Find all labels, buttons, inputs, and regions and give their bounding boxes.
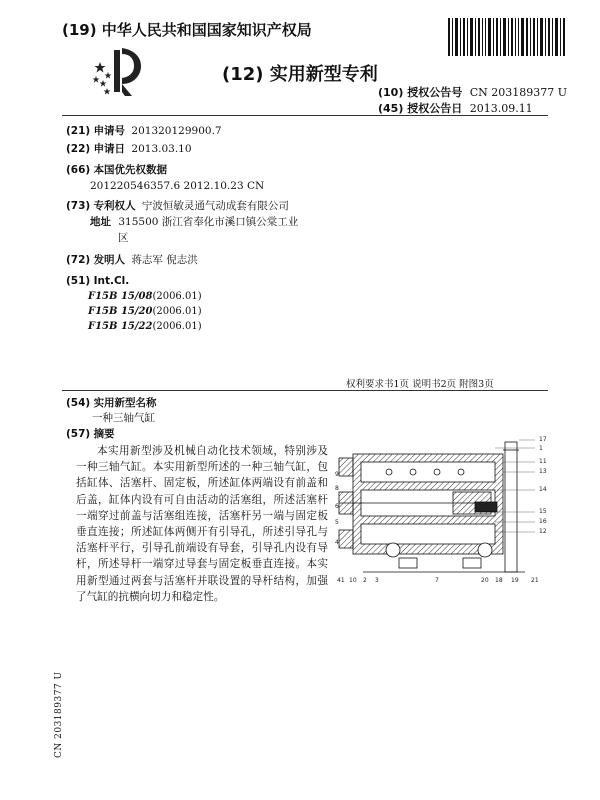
title-label: 实用新型名称 — [93, 397, 157, 409]
patentee-label: 专利权人 — [93, 200, 136, 212]
address-line-2: 区 — [118, 232, 129, 244]
application-number: 201320129900.7 — [131, 125, 222, 137]
utility-model-title: 一种三轴气缸 — [92, 412, 155, 424]
priority-label: 本国优先权数据 — [93, 164, 168, 176]
priority-code: (66) — [66, 164, 91, 176]
ipc-code: F15B 15/22 — [88, 321, 153, 332]
figure-label: 6 — [335, 503, 339, 510]
patent-office-logo — [92, 44, 148, 98]
publication-date: 2013.09.11 — [469, 102, 533, 115]
priority-row — [66, 163, 167, 177]
side-publication-number: CN 203189377 U — [54, 671, 64, 758]
figure-label: 14 — [539, 486, 547, 493]
page-counts: 权利要求书1页 说明书2页 附图3页 — [346, 379, 494, 390]
ipc-year: (2006.01) — [152, 291, 202, 302]
patentee-row — [66, 199, 289, 213]
patentee-name: 宁波恒敏灵通气动成套有限公司 — [141, 200, 289, 212]
figure-label: 3 — [375, 577, 379, 584]
figure-label: 16 — [539, 518, 547, 525]
figure-label: 7 — [435, 577, 439, 584]
figure-label: 5 — [335, 519, 339, 526]
application-number-code: (21) — [66, 125, 91, 137]
publication-number-label: (10) 授权公告号 — [378, 86, 463, 99]
application-date-code: (22) — [66, 143, 91, 155]
figure-label: 21 — [531, 577, 539, 584]
figure-label: 20 — [481, 577, 489, 584]
title-row — [66, 396, 157, 410]
figure-label: 13 — [539, 468, 547, 475]
ipc-entry — [88, 306, 202, 317]
figure-label: 15 — [539, 508, 547, 515]
inventor-label: 发明人 — [93, 254, 126, 266]
abstract-text: 本实用新型涉及机械自动化技术领域，特别涉及一种三轴气缸。本实用新型所述的一种三轴气缸，包括缸体、活塞杆、固定板，所述缸体两端设有前盖和后盖，缸体内设有可自由活动的活塞组，所述活塞杆一端穿过前盖与活塞组连接，活塞杆另一端与固定板垂直连接；所述缸体两侧开有引导孔，所述引导孔与活塞杆平行，引导孔前端设有导套，引导孔内设有导杆，所述导杆一端穿过导套与固定板垂直连接。本实用新型通过两套与活塞杆并联设置的导杆结构，加强了气缸的抗横向切力和稳定性。 — [76, 445, 328, 603]
figure-label: 17 — [539, 436, 547, 443]
figure-label: 1 — [539, 445, 543, 452]
application-date-row — [66, 142, 192, 156]
application-date: 2013.03.10 — [131, 143, 192, 155]
figure-label: 12 — [539, 528, 547, 535]
publication-date-label: (45) 授权公告日 — [378, 102, 463, 115]
figure-label: 11 — [539, 458, 547, 465]
figure-label: 9 — [335, 471, 339, 478]
barcode — [448, 18, 566, 56]
inventor-row — [66, 253, 198, 267]
ipc-entry — [88, 321, 202, 332]
inventor-names: 蒋志军 倪志洪 — [131, 254, 198, 266]
application-number-label: 申请号 — [93, 125, 126, 137]
ipc-year: (2006.01) — [152, 321, 202, 332]
int-cl-row — [66, 274, 129, 288]
abstract-label: 摘要 — [93, 428, 115, 440]
abstract-header — [66, 427, 115, 441]
figure-label: 19 — [511, 577, 519, 584]
figure-label: 8 — [335, 485, 339, 492]
priority-value: 201220546357.6 2012.10.23 CN — [90, 180, 265, 192]
title-code: (54) — [66, 397, 91, 409]
cylinder-drawing — [335, 432, 553, 590]
header-divider — [62, 115, 548, 116]
publication-number: CN 203189377 U — [469, 86, 567, 99]
publication-date-row — [378, 100, 533, 116]
section-divider — [62, 390, 548, 391]
abstract-code: (57) — [66, 428, 91, 440]
figure-label: 2 — [363, 577, 367, 584]
figure-label: 41 — [337, 577, 345, 584]
figure-label: 18 — [495, 577, 503, 584]
inventor-code: (72) — [66, 254, 91, 266]
ipc-entry — [88, 291, 202, 302]
ipc-code: F15B 15/08 — [88, 291, 153, 302]
int-cl-code: (51) — [66, 275, 91, 287]
office-name: (19) 中华人民共和国国家知识产权局 — [62, 21, 312, 39]
application-number-row — [66, 124, 222, 138]
address-row — [90, 215, 298, 229]
figure-label: 10 — [349, 577, 357, 584]
publication-number-row — [378, 84, 567, 100]
address-line-1: 315500 浙江省奉化市溪口镇公棠工业 — [118, 216, 299, 228]
address-label: 地址 — [90, 216, 111, 228]
figure-label: 4 — [335, 539, 339, 546]
ipc-code: F15B 15/20 — [88, 306, 153, 317]
document-type: (12) 实用新型专利 — [222, 64, 378, 85]
int-cl-label: Int.Cl. — [93, 275, 130, 287]
patentee-code: (73) — [66, 200, 91, 212]
application-date-label: 申请日 — [93, 143, 126, 155]
ipc-year: (2006.01) — [152, 306, 202, 317]
